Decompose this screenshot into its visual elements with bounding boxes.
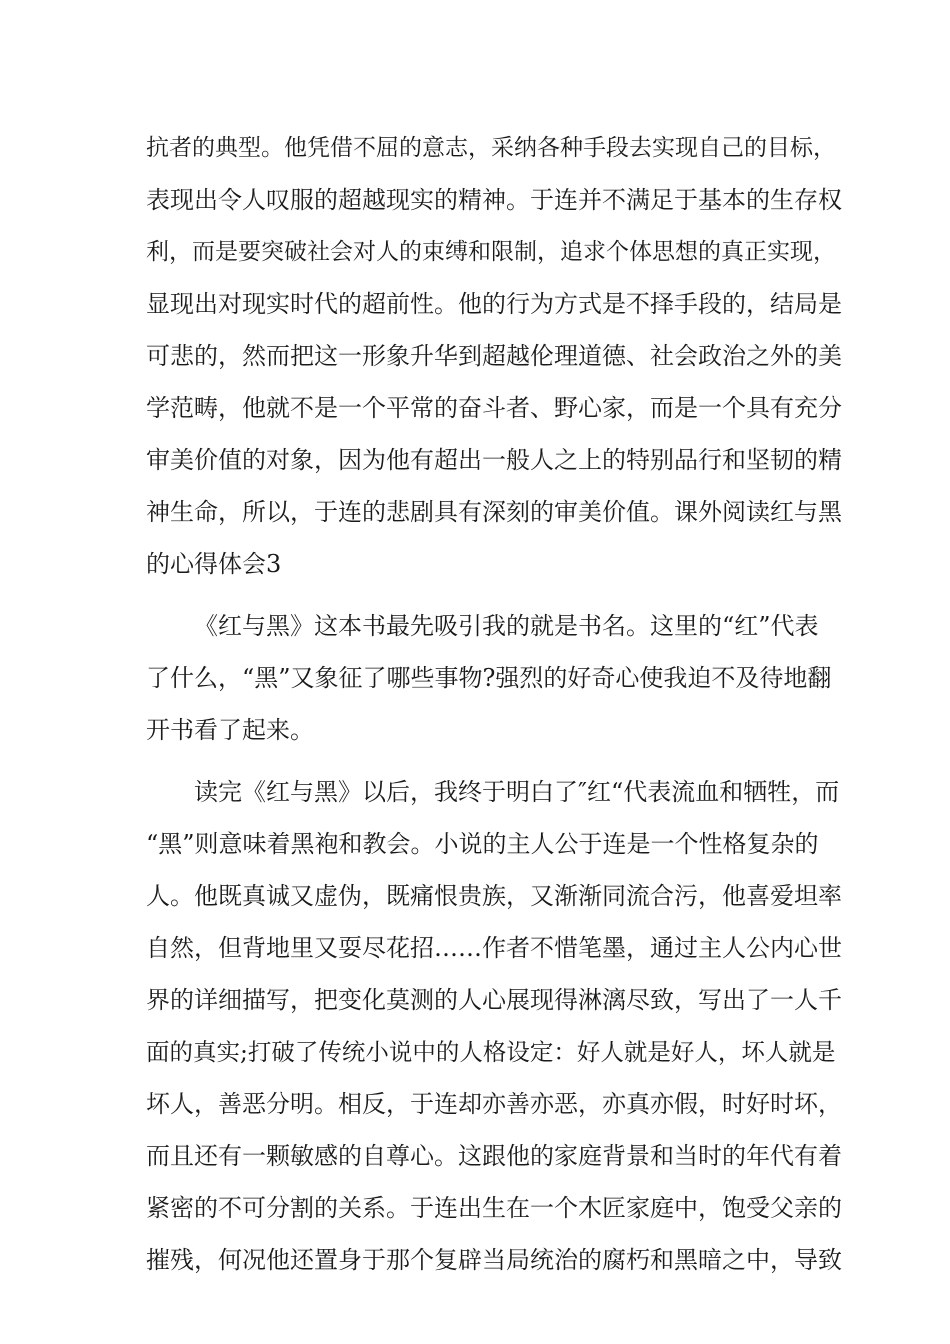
text-line: 学范畴，他就不是一个平常的奋斗者、野心家，而是一个具有充分 bbox=[146, 394, 842, 422]
text-line: 显现出对现实时代的超前性。他的行为方式是不择手段的，结局是 bbox=[146, 290, 842, 318]
text-line: 了什么，“黑”又象征了哪些事物?强烈的好奇心使我迫不及待地翻 bbox=[146, 664, 832, 692]
paragraph-first-line: 读完《红与黑》以后，我终于明白了″红“代表流血和牺牲，而 bbox=[194, 778, 840, 806]
text-line: 审美价值的对象，因为他有超出一般人之上的特别品行和坚韧的精 bbox=[146, 446, 842, 474]
text-line: “黑”则意味着黑袍和教会。小说的主人公于连是一个性格复杂的 bbox=[146, 830, 819, 858]
text-line: 人。他既真诚又虚伪，既痛恨贵族，又渐渐同流合污，他喜爱坦率 bbox=[146, 882, 842, 910]
text-line: 抗者的典型。他凭借不屈的意志，采纳各种手段去实现自己的目标， bbox=[146, 135, 836, 161]
text-line: 坏人，善恶分明。相反，于连却亦善亦恶，亦真亦假，时好时坏， bbox=[146, 1090, 842, 1118]
text-line: 利，而是要突破社会对人的束缚和限制，追求个体思想的真正实现， bbox=[146, 239, 836, 265]
text-line: 而且还有一颗敏感的自尊心。这跟他的家庭背景和当时的年代有着 bbox=[146, 1142, 842, 1170]
paragraph-first-line: 《红与黑》这本书最先吸引我的就是书名。这里的“红”代表 bbox=[194, 612, 819, 640]
text-line: 可悲的，然而把这一形象升华到超越伦理道德、社会政治之外的美 bbox=[146, 342, 842, 370]
text-line: 的心得体会3 bbox=[146, 550, 282, 578]
text-line: 表现出令人叹服的超越现实的精神。于连并不满足于基本的生存权 bbox=[146, 186, 842, 214]
text-line: 神生命，所以，于连的悲剧具有深刻的审美价值。课外阅读红与黑 bbox=[146, 498, 842, 526]
text-line: 界的详细描写，把变化莫测的人心展现得淋漓尽致，写出了一人千 bbox=[146, 986, 842, 1014]
text-line: 自然，但背地里又耍尽花招……作者不惜笔墨，通过主人公内心世 bbox=[146, 934, 842, 962]
text-line: 摧残，何况他还置身于那个复辟当局统治的腐朽和黑暗之中，导致 bbox=[146, 1246, 842, 1274]
text-line: 紧密的不可分割的关系。于连出生在一个木匠家庭中，饱受父亲的 bbox=[146, 1194, 842, 1222]
text-line: 面的真实;打破了传统小说中的人格设定：好人就是好人，坏人就是 bbox=[146, 1038, 836, 1066]
text-line: 开书看了起来。 bbox=[146, 716, 314, 744]
